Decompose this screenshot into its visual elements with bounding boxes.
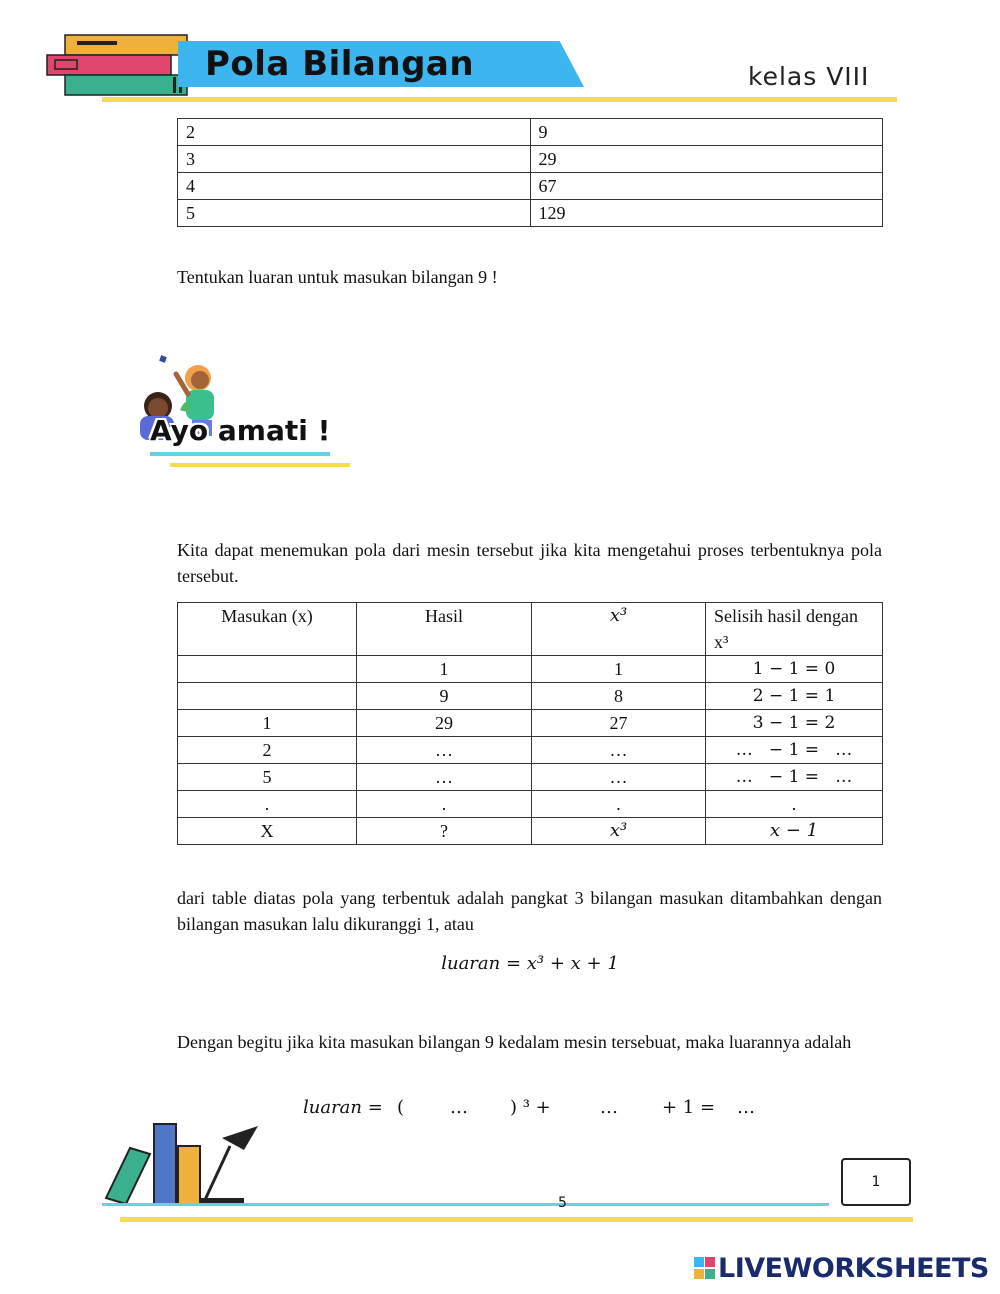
pattern-table	[177, 602, 883, 845]
section-label: Ayo amati !	[150, 414, 331, 447]
answer-blank-2[interactable]: …	[600, 1097, 618, 1118]
footer-yellow-line	[120, 1217, 913, 1222]
general-formula: luaran = x³ + x + 1	[441, 953, 619, 974]
liveworksheets-logo-icon	[694, 1257, 716, 1281]
input-output-table	[177, 118, 883, 227]
page-number: 5	[558, 1195, 567, 1211]
table-row: X ? x³ x − 1	[178, 818, 883, 845]
header	[0, 0, 1000, 110]
table-row: 5 … … … − 1 = …	[178, 764, 883, 791]
table-row: 1 29 27 3 − 1 = 2	[178, 710, 883, 737]
table-row: 5 129	[178, 200, 883, 227]
table-row: 2 … … … − 1 = …	[178, 737, 883, 764]
table-row: 4 67	[178, 173, 883, 200]
table-row: 2 9	[178, 119, 883, 146]
bookshelf-lamp-icon	[100, 1118, 265, 1208]
table-row: 9 8 2 − 1 = 1	[178, 683, 883, 710]
explanation-paragraph: dari table diatas pola yang terbentuk adalah pangkat 3 bilangan masukan ditambahkan dengan bilangan masukan lalu dikuranggi 1, atau	[177, 888, 882, 934]
grade-label: kelas VIII	[748, 62, 870, 91]
books-stack-icon	[45, 33, 195, 97]
table-row: 1 1 1 − 1 = 0	[178, 656, 883, 683]
table-row: 3 29	[178, 146, 883, 173]
footer-cyan-line	[102, 1203, 829, 1206]
answer-formula: luaran = ( … ) ³ + … + 1 = …	[303, 1097, 755, 1118]
answer-blank-1[interactable]: …	[450, 1097, 468, 1118]
page-title: Pola Bilangan	[205, 44, 475, 84]
ayo-amati-section	[120, 350, 360, 470]
table-header-row: Masukan (x) Hasil x³ Selisih hasil dengan x³	[178, 603, 883, 656]
table-row: . . . .	[178, 791, 883, 818]
yellow-underline	[170, 463, 350, 467]
question-text: Tentukan luaran untuk masukan bilangan 9 !	[177, 267, 498, 287]
header-underline	[102, 97, 897, 102]
page-box: 1	[841, 1158, 911, 1206]
intro-paragraph: Kita dapat menemukan pola dari mesin tersebut jika kita mengetahui proses terbentuknya pola tersebut.	[177, 540, 882, 586]
answer-blank-3[interactable]: …	[737, 1097, 755, 1118]
brand-name[interactable]: LIVEWORKSHEETS	[718, 1253, 989, 1284]
conclusion-paragraph: Dengan begitu jika kita masukan bilangan 9 kedalam mesin tersebuat, maka luarannya adalah	[177, 1032, 852, 1052]
cyan-underline	[150, 452, 330, 456]
